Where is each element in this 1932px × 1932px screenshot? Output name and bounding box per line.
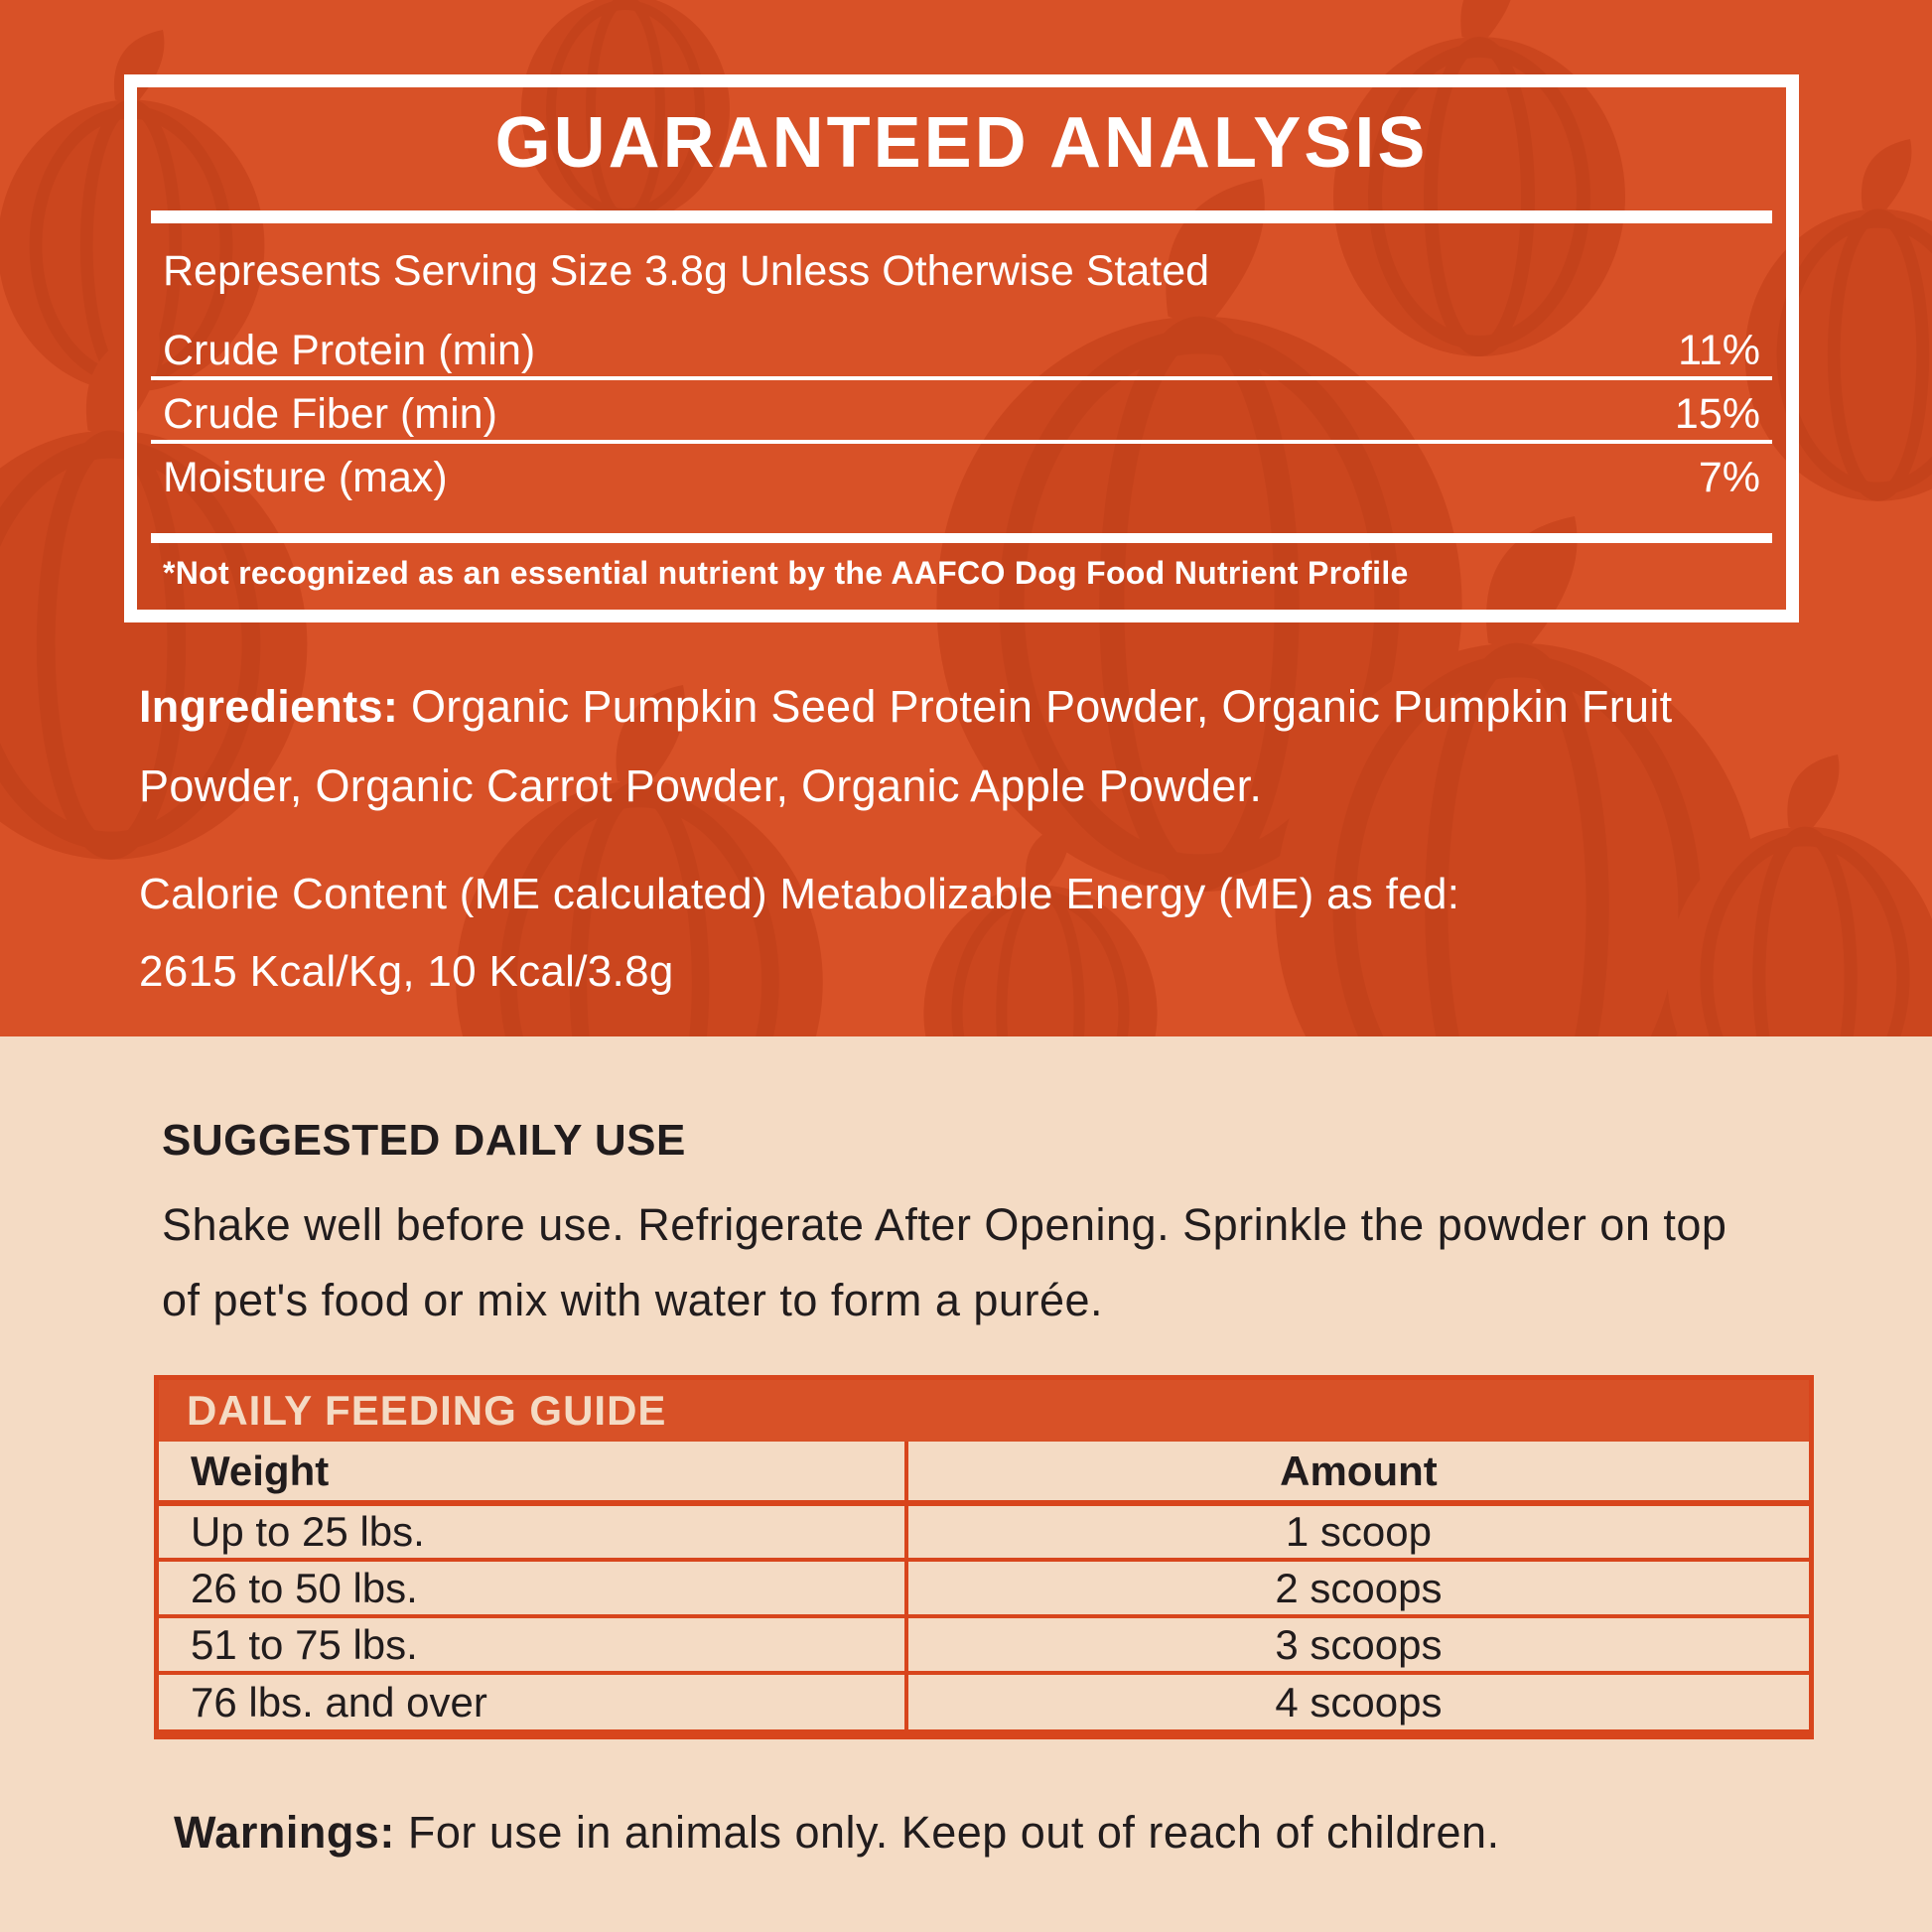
nutrient-row xyxy=(151,329,1772,372)
title-divider xyxy=(151,210,1772,223)
amount-cell: 4 scoops xyxy=(906,1673,1809,1729)
aafco-footnote: *Not recognized as an essential nutrient by the AAFCO Dog Food Nutrient Profile xyxy=(163,555,1409,591)
weight-cell: Up to 25 lbs. xyxy=(159,1503,906,1560)
serving-size-note: Represents Serving Size 3.8g Unless Otherwise Stated xyxy=(163,247,1210,295)
table-row xyxy=(159,1673,1809,1729)
warnings-paragraph xyxy=(174,1807,1500,1859)
ingredients-paragraph xyxy=(139,667,1688,826)
weight-cell: 76 lbs. and over xyxy=(159,1673,906,1729)
warnings-text: For use in animals only. Keep out of reach of children. xyxy=(407,1807,1500,1858)
nutrient-rows xyxy=(151,329,1772,499)
calorie-content-paragraph xyxy=(139,856,1767,1011)
table-header-row xyxy=(159,1442,1809,1503)
suggested-daily-use-heading: SUGGESTED DAILY USE xyxy=(162,1116,686,1165)
nutrient-row xyxy=(151,456,1772,499)
column-header-amount: Amount xyxy=(906,1442,1809,1503)
row-divider xyxy=(151,376,1772,380)
table-row xyxy=(159,1560,1809,1616)
daily-feeding-guide-table xyxy=(154,1375,1814,1739)
table-row xyxy=(159,1616,1809,1673)
amount-cell: 3 scoops xyxy=(906,1616,1809,1673)
amount-cell: 1 scoop xyxy=(906,1503,1809,1560)
weight-cell: 51 to 75 lbs. xyxy=(159,1616,906,1673)
column-header-weight: Weight xyxy=(159,1442,906,1503)
row-divider xyxy=(151,440,1772,444)
weight-cell: 26 to 50 lbs. xyxy=(159,1560,906,1616)
ingredients-label: Ingredients: xyxy=(139,681,399,732)
suggested-daily-use-text: Shake well before use. Refrigerate After Opening. Sprinkle the powder on top of pet's food or mix with water to form a purée. xyxy=(162,1199,1727,1325)
nutrient-value: 7% xyxy=(1698,454,1760,501)
calorie-content-line2: 2615 Kcal/Kg, 10 Kcal/3.8g xyxy=(139,947,674,996)
calorie-content-line1: Calorie Content (ME calculated) Metabolizable Energy (ME) as fed: xyxy=(139,870,1460,918)
ingredients-text: Organic Pumpkin Seed Protein Powder, Organic Pumpkin Fruit Powder, Organic Carrot Powder, Organic Apple Powder. xyxy=(139,681,1673,811)
feeding-guide-grid xyxy=(159,1442,1809,1729)
nutrient-row xyxy=(151,392,1772,436)
nutrient-value: 11% xyxy=(1678,327,1760,374)
footnote-divider xyxy=(151,533,1772,543)
nutrient-label: Crude Fiber (min) xyxy=(163,390,497,438)
amount-cell: 2 scoops xyxy=(906,1560,1809,1616)
guaranteed-analysis-title: GUARANTEED ANALYSIS xyxy=(494,103,1429,183)
nutrient-label: Moisture (max) xyxy=(163,454,448,501)
guaranteed-analysis-box xyxy=(124,74,1799,622)
nutrient-label: Crude Protein (min) xyxy=(163,327,536,374)
daily-feeding-guide-title: DAILY FEEDING GUIDE xyxy=(159,1380,1809,1442)
suggested-daily-use-section xyxy=(0,1036,1932,1932)
table-row xyxy=(159,1503,1809,1560)
nutrient-value: 15% xyxy=(1674,390,1760,438)
warnings-label: Warnings: xyxy=(174,1807,395,1858)
